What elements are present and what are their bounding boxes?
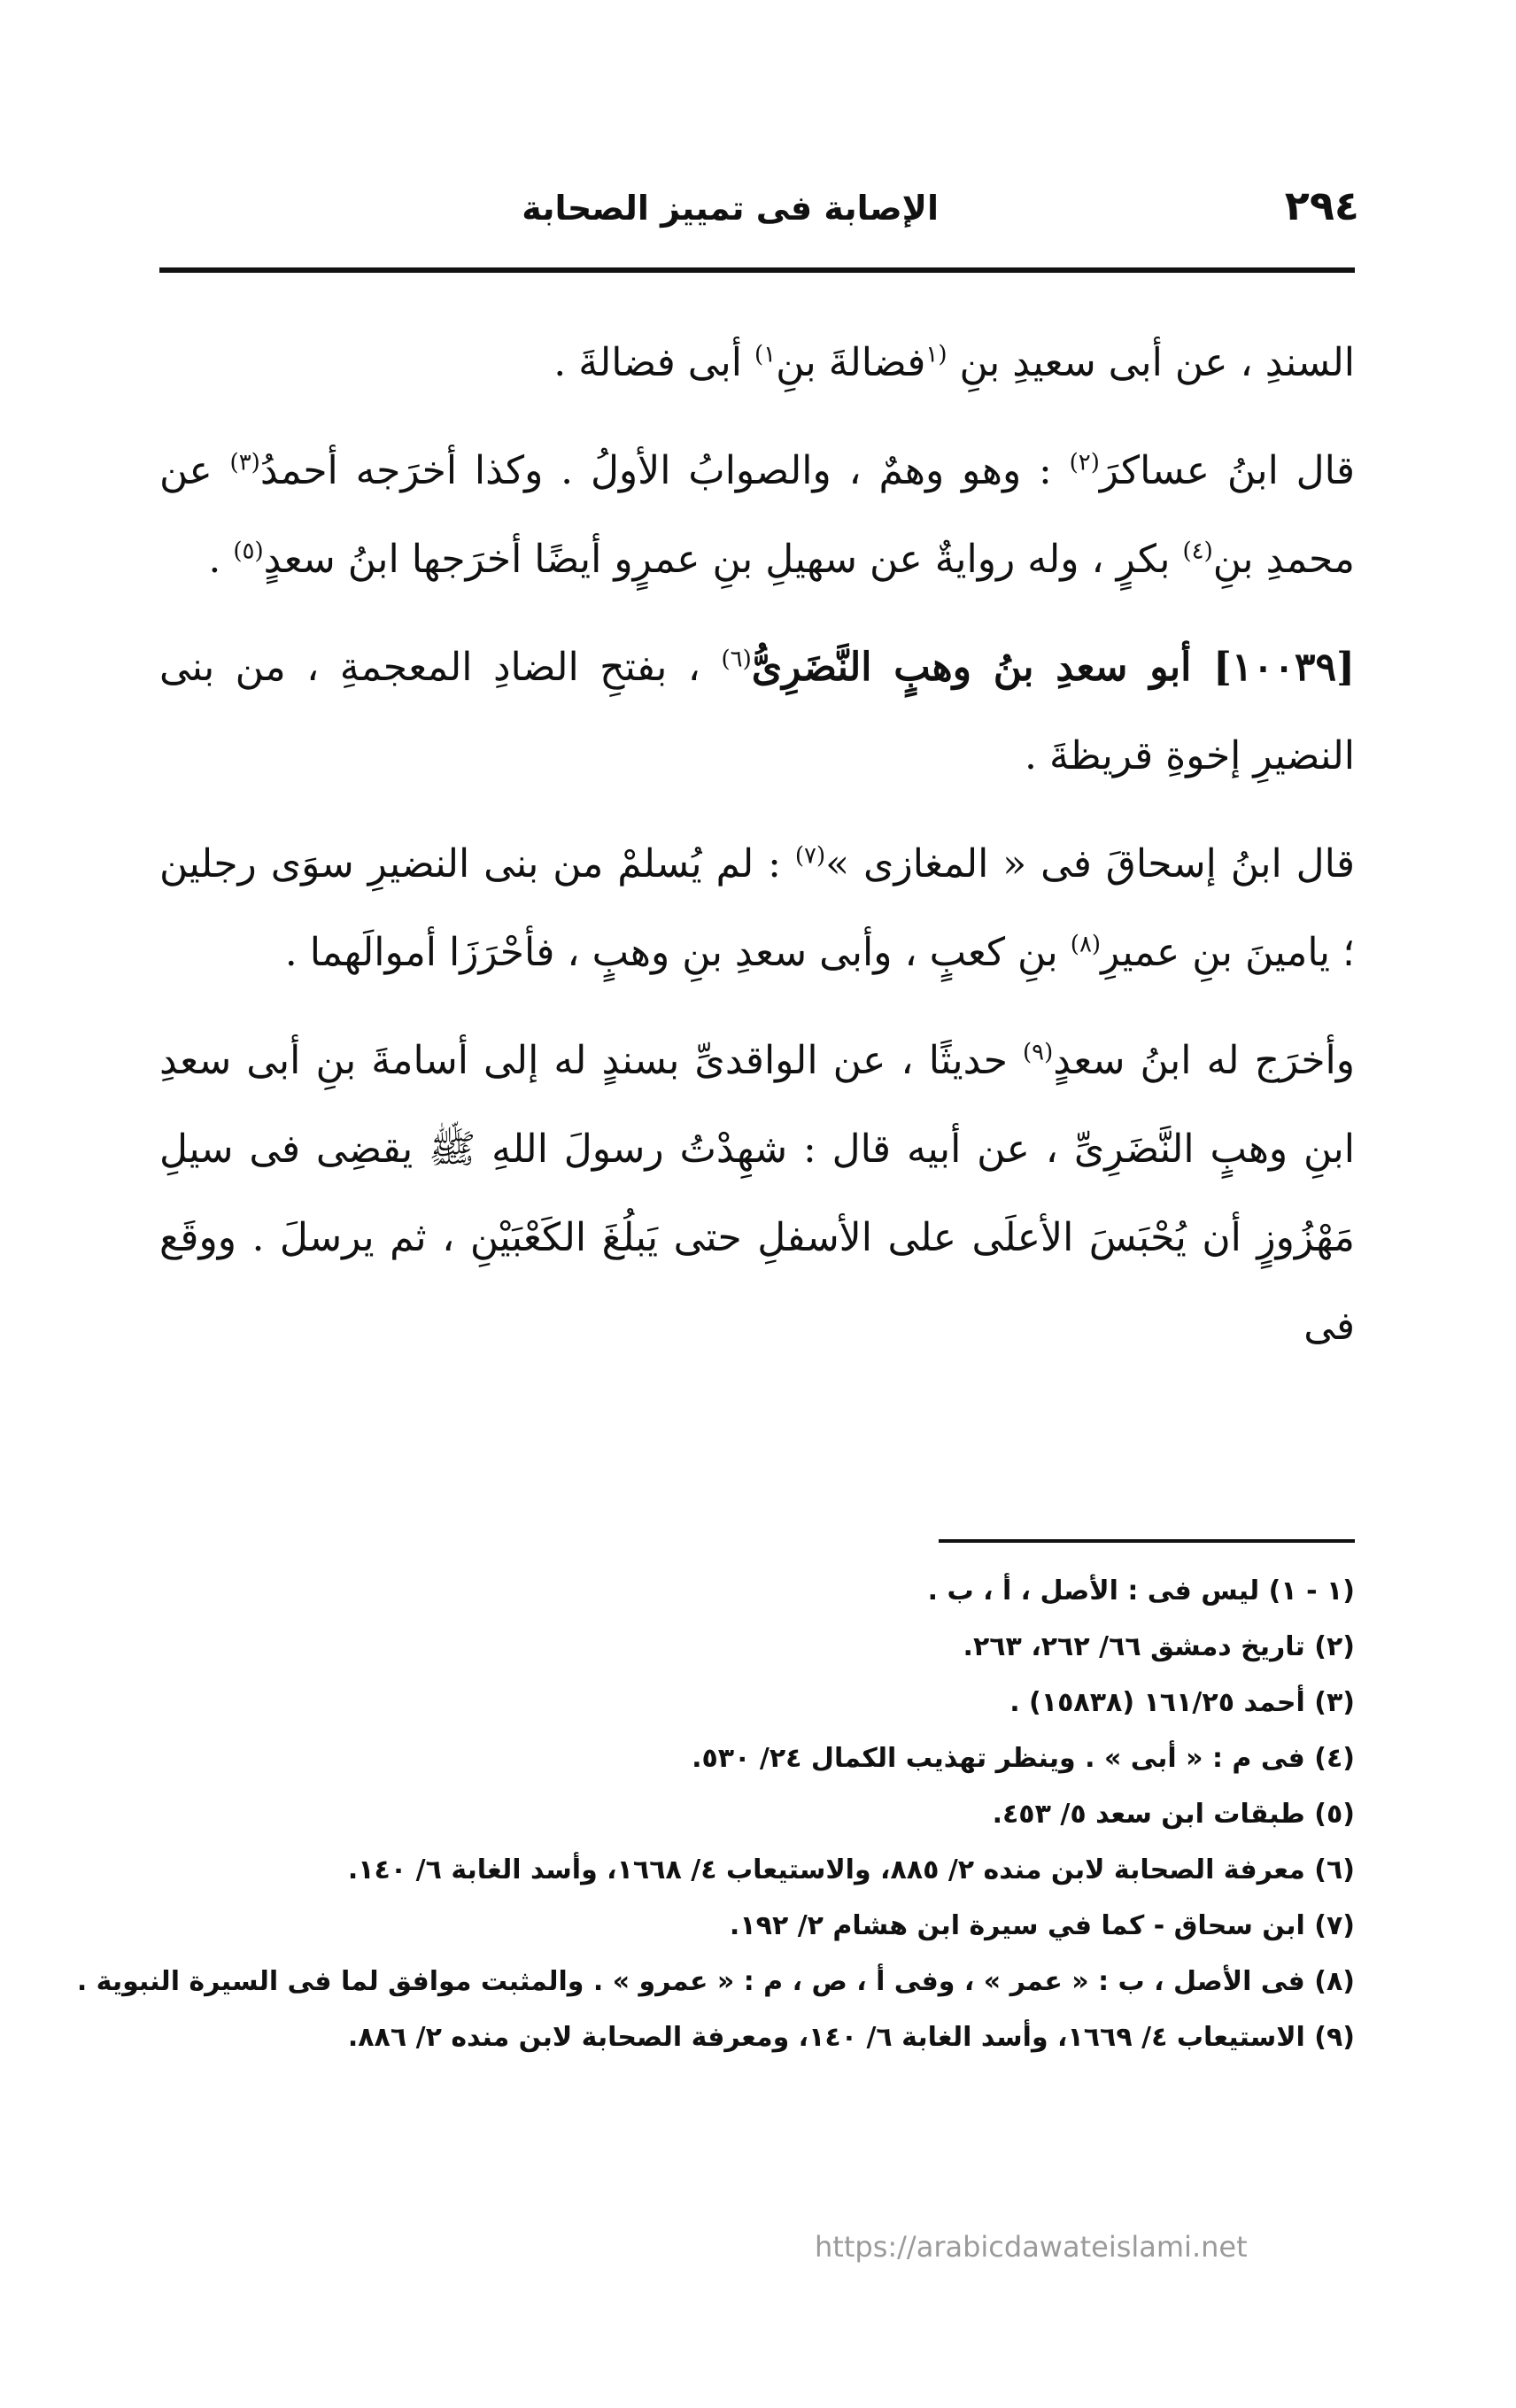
footnote-2: (٢) تاريخ دمشق ٦٦/ ٢٦٢، ٢٦٣.: [963, 1631, 1355, 1662]
text-span: قال ابنُ عساكرَ: [1099, 448, 1356, 493]
footnote-ref: (٨): [1070, 931, 1102, 958]
footnote-5: (٥) طبقات ابن سعد ٥/ ٤٥٣.: [992, 1799, 1355, 1830]
entry-number: [١٠٠٣٩]: [1213, 645, 1355, 690]
footnote-ref: (٦): [721, 646, 752, 673]
footnote-6: (٦) معرفة الصحابة لابن منده ٢/ ٨٨٥، والاستيعاب ٤/ ١٦٦٨، وأسد الغابة ٦/ ١٤٠.: [347, 1854, 1355, 1885]
entry-name: أبو سعدِ بنُ وهبٍ النَّضَرِىُّ: [751, 645, 1214, 690]
running-title: الإصابة فى تمييز الصحابة: [522, 189, 939, 228]
paragraph-4: [159, 820, 1355, 997]
text-span: حديثًا ، عن الواقدىِّ بسندٍ له إلى أسامةَ بنِ أبى سعدِ ابنِ وهبٍ النَّضَرِىِّ ، عن أبيه قال : شهِدْتُ رسولَ اللهِ ﷺ يقضِى فى سيلِ مَهْزُوزٍ أن يُحْبَسَ الأعلَى على الأسفلِ حتى يَبلُغَ الكَعْبَيْنِ ، ثم يرسلَ . ووقَع فى: [159, 1038, 1355, 1349]
text-span: قال ابنُ إسحاقَ فى « المغازى »: [825, 841, 1356, 887]
footnote-ref: (٣): [229, 449, 260, 476]
page-header: [155, 182, 1359, 244]
footnotes: [76, 1563, 1355, 2065]
footnote-8: (٨) فى الأصل ، ب : « عمر » ، وفى أ ، ص ، م : « عمرو » . والمثبت موافق لما فى السيرة النبوية .: [76, 1966, 1355, 1997]
main-text: [159, 319, 1355, 1390]
footnote-rule: [939, 1539, 1355, 1543]
paragraph-1: [159, 319, 1355, 407]
footnote-3: (٣) أحمد ١٦١/٢٥ (١٥٨٣٨) .: [1009, 1687, 1355, 1718]
page-number: ٢٩٤: [1284, 182, 1359, 229]
footnote-ref: (٩): [1023, 1039, 1054, 1066]
text-span: عن محمدِ بنِ: [159, 448, 1355, 582]
footnote-9: (٩) الاستيعاب ٤/ ١٦٦٩، وأسد الغابة ٦/ ١٤٠، ومعرفة الصحابة لابن منده ٢/ ٨٨٦.: [347, 2022, 1355, 2053]
paragraph-3-entry: [159, 623, 1355, 801]
text-span: .: [208, 537, 234, 582]
footnote-7: (٧) ابن سحاق - كما في سيرة ابن هشام ٢/ ١٩٢.: [729, 1910, 1355, 1941]
footnote-ref: (٧): [794, 842, 826, 870]
footnote-ref: (٤): [1182, 538, 1213, 565]
footnote-ref: (٥): [233, 538, 264, 565]
text-span: بنِ كعبٍ ، وأبى سعدِ بنِ وهبٍ ، فأحْرَزَا أموالَهما .: [284, 930, 1071, 975]
footnote-4: (٤) فى م : « أبى » . وينظر تهذيب الكمال ٢٤/ ٥٣٠.: [692, 1743, 1355, 1774]
text-span: أبى فضالةَ .: [553, 340, 754, 385]
watermark-url: https://arabicdawateislami.net: [815, 2230, 1248, 2264]
text-span: فضالةَ بنِ: [776, 340, 926, 385]
text-span: وأخرَج له ابنُ سعدٍ: [1053, 1038, 1355, 1083]
text-span: السندِ ، عن أبى سعيدِ بنِ: [947, 340, 1355, 385]
text-span: : وهو وهمٌ ، والصوابُ الأولُ . وكذا أخرَجه أحمدُ: [259, 448, 1070, 493]
text-span: ، بفتحِ الضادِ المعجمةِ ، من بنى النضيرِ إخوةِ قريظةَ .: [159, 645, 1355, 778]
footnote-ref: (٢): [1069, 449, 1100, 476]
footnote-1: (١ - ١) ليس فى : الأصل ، أ ، ب .: [927, 1576, 1355, 1607]
text-span: بكرٍ ، وله روايةٌ عن سهيلِ بنِ عمرٍو أيضًا أخرَجها ابنُ سعدٍ: [263, 537, 1183, 582]
paragraph-2: [159, 427, 1355, 604]
footnote-ref: ١): [754, 341, 777, 368]
paragraph-5: [159, 1017, 1355, 1371]
footnote-ref: (١: [925, 341, 948, 368]
text-span: : لم يُسلمْ من بنى النضيرِ سوَى رجلين ؛ يامينَ بنِ عميرِ: [159, 841, 1355, 975]
header-rule: [159, 267, 1355, 273]
